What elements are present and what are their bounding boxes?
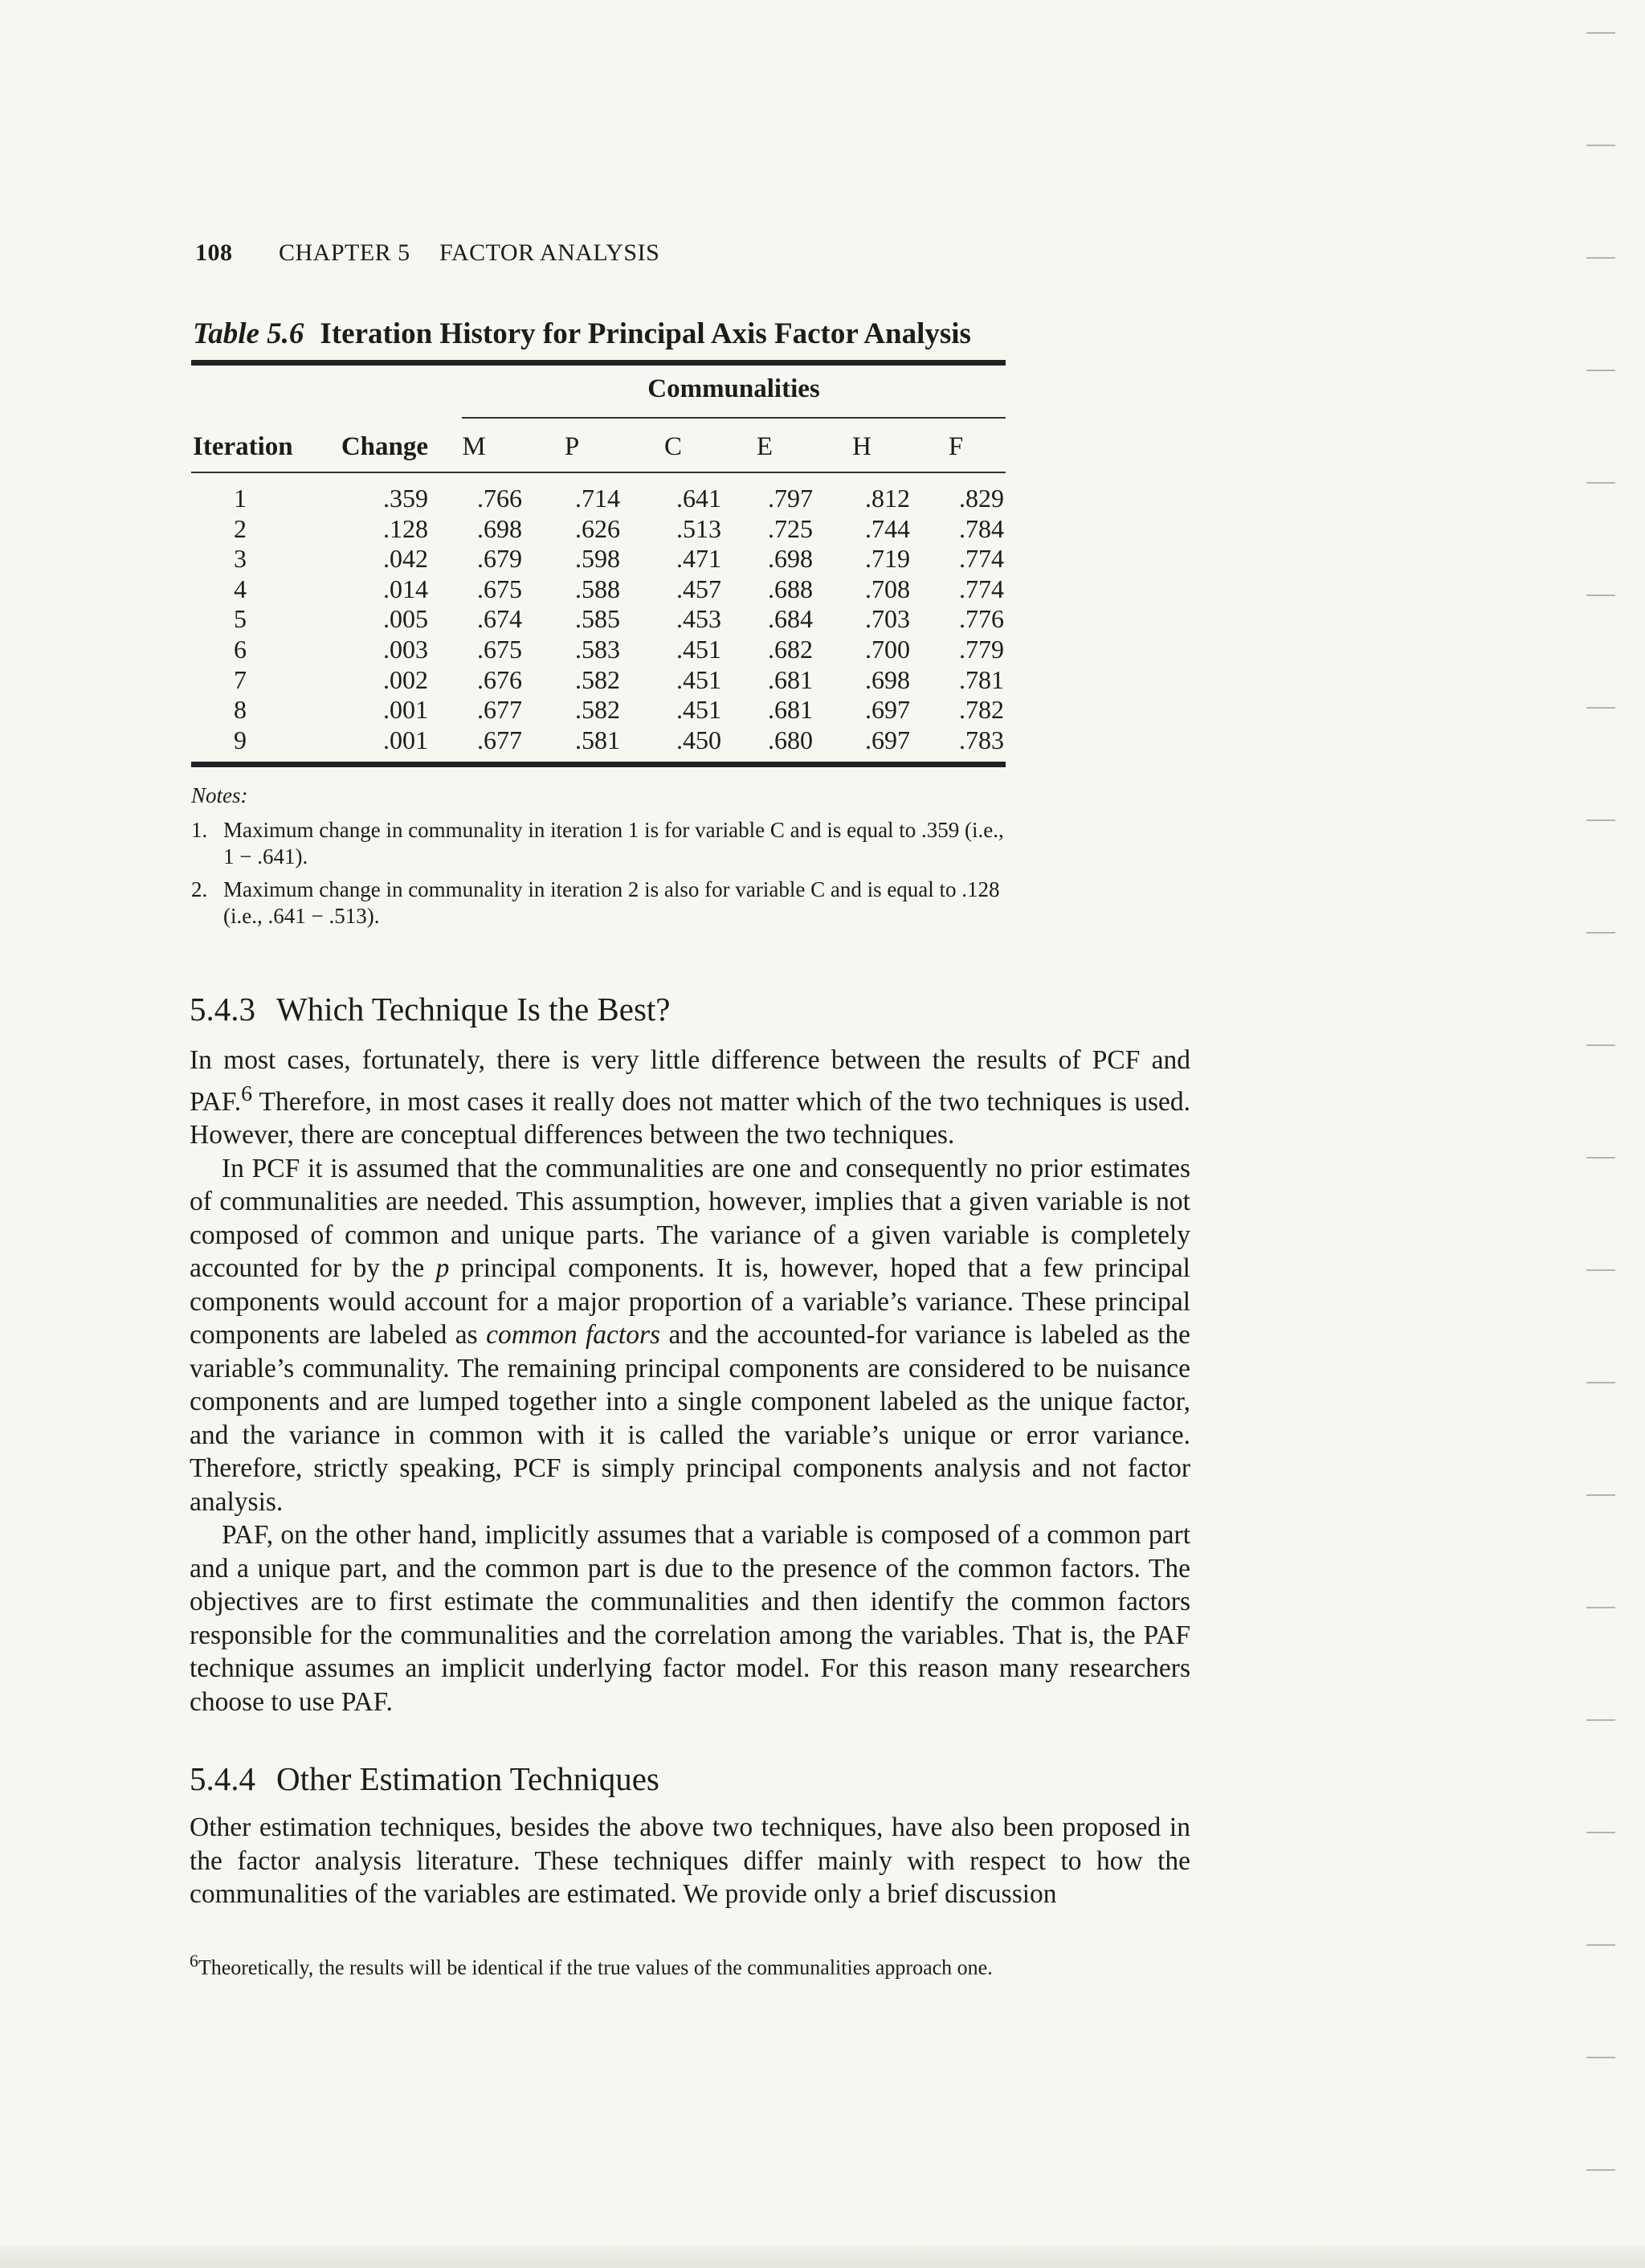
- column-header: H: [852, 432, 871, 461]
- table-cell: .585: [575, 604, 620, 634]
- table-cell: .675: [477, 635, 522, 664]
- table-cell: .676: [477, 664, 522, 694]
- table-cell: .714: [575, 484, 620, 513]
- running-head: [195, 239, 659, 267]
- paragraph: In most cases, fortunately, there is very little difference between the results of PCF and PAF.$^6$ Therefore, in most cases it really does not matter which of the two techniques is used. However, there are conceptual differences between the two techniques.: [190, 1045, 1190, 1150]
- column-header: Iteration: [193, 432, 293, 461]
- table-notes: [191, 783, 1010, 936]
- table-cell: .783: [959, 725, 1004, 754]
- table-cell: .641: [676, 484, 721, 513]
- table-cell: .829: [959, 484, 1004, 513]
- table-cell: .598: [575, 544, 620, 574]
- table-cell: .674: [477, 604, 522, 634]
- table-cell: .457: [676, 574, 721, 603]
- table-cell: .042: [383, 544, 428, 574]
- iteration-cell: 6: [234, 635, 247, 664]
- note-number: 2.: [191, 877, 208, 901]
- iteration-cell: 4: [234, 574, 247, 603]
- section-title: Which Technique Is the Best?: [276, 991, 671, 1028]
- table-cell: .725: [768, 513, 813, 543]
- footnote-text: Theoretically, the results will be identical if the true values of the communalities approach one.: [198, 1955, 993, 1980]
- iteration-cell: 5: [234, 604, 247, 634]
- table-cell: .471: [676, 544, 721, 574]
- table-cell: .014: [383, 574, 428, 603]
- notes-label: Notes:: [191, 783, 248, 807]
- table-cell: .626: [575, 513, 620, 543]
- table-cell: .677: [477, 695, 522, 725]
- section-number: 5.4.4: [190, 1760, 255, 1797]
- table-cell: .128: [383, 513, 428, 543]
- section-body-5-4-3: [190, 1044, 1190, 1718]
- table-cell: .774: [959, 574, 1004, 603]
- table-cell: .779: [959, 635, 1004, 664]
- section-number: 5.4.3: [190, 991, 255, 1028]
- table-caption: [193, 317, 971, 351]
- table-cell: .697: [865, 725, 910, 754]
- chapter-title: FACTOR ANALYSIS: [439, 239, 660, 266]
- table-title: Iteration History for Principal Axis Factor Analysis: [320, 317, 971, 350]
- table-cell: .451: [676, 695, 721, 725]
- table-cell: .784: [959, 513, 1004, 543]
- column-header: E: [756, 432, 774, 461]
- table-cell: .679: [477, 544, 522, 574]
- table-cell: .688: [768, 574, 813, 603]
- table-cell: .719: [865, 544, 910, 574]
- column-header: P: [564, 432, 580, 461]
- note-item: [191, 817, 1010, 870]
- table-cell: .001: [383, 695, 428, 725]
- table-cell: .697: [865, 695, 910, 725]
- note-number: 1.: [191, 818, 208, 842]
- table-cell: .698: [477, 513, 522, 543]
- table-cell: .744: [865, 513, 910, 543]
- table-cell: .583: [575, 635, 620, 664]
- table-cell: .453: [676, 604, 721, 634]
- section-title: Other Estimation Techniques: [276, 1760, 659, 1797]
- footnote: [190, 1951, 1190, 1980]
- communalities-header: Communalities: [647, 374, 820, 403]
- table-cell: .684: [768, 604, 813, 634]
- table-cell: .782: [959, 695, 1004, 725]
- table-cell: .677: [477, 725, 522, 754]
- note-text: Maximum change in communality in iteration 1 is for variable C and is equal to .359 (i.e., 1 − .641).: [223, 818, 1004, 868]
- chapter-label: CHAPTER 5: [279, 239, 410, 266]
- table-cell: .005: [383, 604, 428, 634]
- column-header: M: [462, 432, 486, 461]
- table-cell: .766: [477, 484, 522, 513]
- emphasis: common factors: [486, 1320, 661, 1351]
- page-edge-marks: [1586, 0, 1635, 2268]
- table-cell: .588: [575, 574, 620, 603]
- table-cell: .513: [676, 513, 721, 543]
- table-cell: .582: [575, 664, 620, 694]
- table-cell: .776: [959, 604, 1004, 634]
- table-cell: .581: [575, 725, 620, 754]
- scan-bottom-edge: [0, 2246, 1645, 2268]
- table-cell: .681: [768, 695, 813, 725]
- table-cell: .675: [477, 574, 522, 603]
- table-cell: .682: [768, 635, 813, 664]
- table-cell: .781: [959, 664, 1004, 694]
- section-body-5-4-4: [190, 1811, 1190, 1911]
- table-cell: .450: [676, 725, 721, 754]
- table-cell: .359: [383, 484, 428, 513]
- table-cell: .582: [575, 695, 620, 725]
- table-cell: .681: [768, 664, 813, 694]
- note-text: Maximum change in communality in iteration 2 is also for variable C and is equal to .128 (i.e., .641 − .513).: [223, 877, 1000, 928]
- table-top-rule: [191, 360, 1006, 366]
- paragraph: Other estimation techniques, besides the above two techniques, have also been proposed in the factor analysis literature. These techniques differ mainly with respect to how the communalities of the variables are estimated. We provide only a brief discussion: [190, 1812, 1190, 1909]
- iteration-cell: 1: [234, 484, 247, 513]
- iteration-cell: 3: [234, 544, 247, 574]
- communalities-rule: [462, 417, 1006, 419]
- column-header: C: [663, 432, 682, 461]
- table-cell: .451: [676, 635, 721, 664]
- column-header: Change: [341, 432, 428, 461]
- table-cell: .003: [383, 635, 428, 664]
- section-heading-5-4-3: [190, 990, 671, 1028]
- table-cell: .774: [959, 544, 1004, 574]
- iteration-cell: 2: [234, 513, 247, 543]
- table-cell: .703: [865, 604, 910, 634]
- footnote-ref: 6: [241, 1081, 253, 1106]
- paragraph: PAF, on the other hand, implicitly assumes that a variable is composed of a common part and a unique part, and the common part is due to the presence of the common factors. The objectives are to first estimate the communalities and then identify the common factors responsible for the communalities and the correlation among the variables. That is, the PAF technique assumes an implicit underlying factor model. For this reason many researchers choose to use PAF.: [190, 1520, 1190, 1717]
- table-cell: .451: [676, 664, 721, 694]
- iteration-cell: 7: [234, 664, 247, 694]
- iteration-cell: 8: [234, 695, 247, 725]
- table-cell: .698: [865, 664, 910, 694]
- column-header: F: [948, 432, 964, 461]
- table-cell: .001: [383, 725, 428, 754]
- footnote-mark: 6: [190, 1951, 198, 1971]
- table-cell: .002: [383, 664, 428, 694]
- table-bottom-rule: [191, 762, 1006, 767]
- table-cell: .797: [768, 484, 813, 513]
- table-cell: .698: [768, 544, 813, 574]
- table-label: Table 5.6: [193, 317, 304, 350]
- iteration-cell: 9: [234, 725, 247, 754]
- page-number: 108: [195, 239, 233, 266]
- header-rule: [191, 472, 1006, 473]
- table-cell: .812: [865, 484, 910, 513]
- paragraph: In PCF it is assumed that the communalities are one and consequently no prior estimates of communalities are needed. This assumption, however, implies that a given variable is not composed of common and unique parts. The variance of a given variable is completely accounted for by the p principal components. It is, however, hoped that a few principal components would account for a major proportion of a variable’s variance. These principal components are labeled as common factors and the accounted-for variance is labeled as the variable’s communality. The remaining principal components are considered to be nuisance components and are lumped together into a single component labeled as the unique factor, and the variance in common with it is called the variable’s unique or error variance. Therefore, strictly speaking, PCF is simply principal components analysis and not factor analysis.: [190, 1153, 1191, 1517]
- note-item: [191, 877, 1010, 930]
- section-heading-5-4-4: [190, 1759, 659, 1798]
- table-cell: .700: [865, 635, 910, 664]
- table-cell: .708: [865, 574, 910, 603]
- table-cell: .680: [768, 725, 813, 754]
